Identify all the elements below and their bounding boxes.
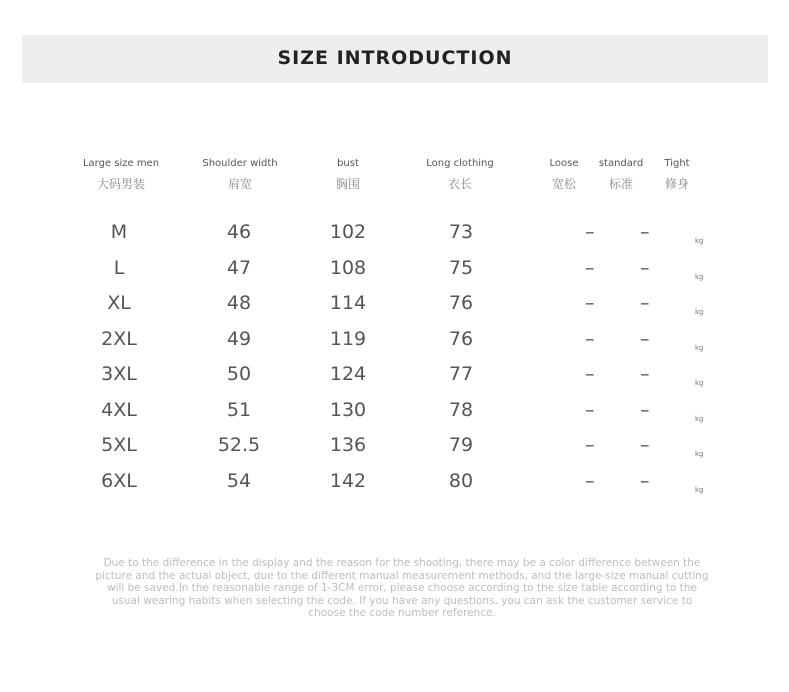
header-loose-cn: 宽松 [551, 177, 576, 191]
cell-bust: 114 [329, 292, 367, 314]
header-size [72, 157, 170, 193]
cell-size: 5XL [101, 434, 137, 456]
cell-length: 77 [448, 363, 474, 385]
header-size-cn: 大码男装 [96, 177, 145, 191]
cell-size: 4XL [101, 398, 137, 421]
cell-shoulder: 51 [226, 398, 252, 421]
cell-length: 75 [448, 256, 474, 279]
range-dash: – [585, 469, 595, 492]
header-shoulder-cn: 肩宽 [227, 177, 252, 191]
range-dash: – [585, 256, 595, 279]
disclaimer-note: Due to the difference in the display and the reason for the shooting, there may be a color difference between the picture and the actual object, due to the different manual measurement methods, and the large-size manual cutting will be saved.In the reasonable range of 1-3CM error, please choose according to the size table according to the usual wearing habits when selecting the code. If you have any questions, you can ask the customer service to choose the code number reference. [95, 557, 709, 619]
range-dash: – [640, 256, 650, 279]
cell-length: 78 [448, 398, 474, 421]
cell-length: 80 [448, 469, 474, 492]
cell-length: 73 [448, 221, 474, 243]
range-dash: – [640, 327, 650, 350]
range-dash: – [585, 327, 595, 350]
header-length-en: Long clothing [426, 158, 494, 169]
header-loose-en: Loose [549, 158, 579, 169]
cell-bust: 124 [329, 363, 367, 385]
header-bust-en: bust [337, 158, 359, 169]
unit-label: kg [695, 450, 704, 458]
cell-bust: 108 [329, 256, 367, 279]
range-dash: – [585, 292, 595, 314]
cell-bust: 142 [329, 469, 367, 492]
header-shoulder-en: Shoulder width [202, 158, 278, 169]
cell-size: M [110, 221, 128, 243]
header-bust-cn: 胸围 [335, 177, 360, 191]
cell-shoulder: 50 [226, 363, 252, 385]
header-bust [318, 157, 378, 193]
cell-shoulder: 47 [226, 256, 252, 279]
unit-label: kg [695, 414, 704, 423]
cell-length: 79 [448, 434, 474, 456]
cell-bust: 136 [329, 434, 367, 456]
range-dash: – [585, 221, 595, 243]
unit-label: kg [695, 308, 704, 316]
cell-shoulder: 48 [226, 292, 252, 314]
unit-label: kg [695, 343, 704, 352]
unit-label: kg [695, 237, 704, 245]
header-tight-cn: 修身 [664, 177, 689, 191]
unit-label: kg [695, 272, 704, 281]
header-loose [541, 157, 587, 193]
cell-size: 2XL [101, 327, 137, 350]
cell-length: 76 [448, 292, 474, 314]
range-dash: – [585, 434, 595, 456]
cell-size: 3XL [101, 363, 137, 385]
page-title: SIZE INTRODUCTION [277, 47, 513, 69]
cell-size: L [113, 256, 125, 279]
cell-size: 6XL [101, 469, 137, 492]
header-tight [655, 157, 699, 193]
range-dash: – [640, 292, 650, 314]
cell-shoulder: 49 [226, 327, 252, 350]
cell-bust: 102 [329, 221, 367, 243]
header-standard [594, 157, 648, 193]
cell-shoulder: 52.5 [217, 434, 261, 456]
unit-label: kg [695, 485, 704, 494]
header-standard-cn: 标准 [608, 177, 633, 191]
range-dash: – [640, 434, 650, 456]
cell-size: XL [107, 292, 131, 314]
header-size-en: Large size men [82, 158, 160, 169]
cell-shoulder: 54 [226, 469, 252, 492]
range-dash: – [640, 221, 650, 243]
unit-label: kg [695, 379, 704, 387]
range-dash: – [585, 398, 595, 421]
range-dash: – [640, 363, 650, 385]
cell-bust: 119 [329, 327, 367, 350]
header-length [415, 157, 505, 193]
title-banner [22, 35, 768, 83]
range-dash: – [585, 363, 595, 385]
header-length-cn: 衣长 [447, 177, 472, 191]
header-tight-en: Tight [664, 158, 690, 169]
range-dash: – [640, 398, 650, 421]
cell-shoulder: 46 [226, 221, 252, 243]
range-dash: – [640, 469, 650, 492]
header-shoulder [190, 157, 290, 193]
cell-length: 76 [448, 327, 474, 350]
header-standard-en: standard [598, 158, 644, 169]
cell-bust: 130 [329, 398, 367, 421]
